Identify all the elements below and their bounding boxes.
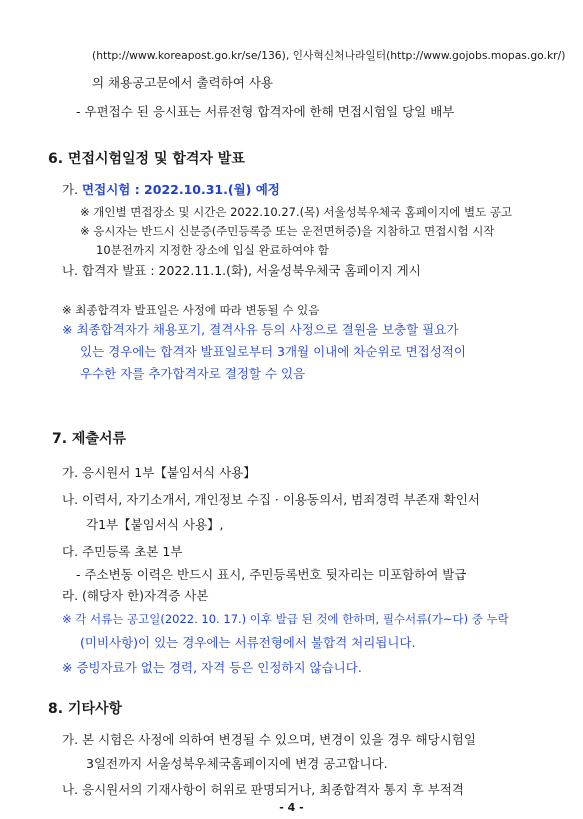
page-number: - 4 - xyxy=(279,801,304,814)
section-7-heading: 7. 제출서류 xyxy=(52,431,127,447)
s7-note-1b: (미비사항)이 있는 경우에는 서류전형에서 불합격 처리됩니다. xyxy=(80,635,416,650)
s6-note-4b: 있는 경우에는 합격자 발표일로부터 3개월 이내에 차순위로 면접성적이 xyxy=(80,344,466,359)
interview-date: 면접시험 : 2022.10.31.(월) 예정 xyxy=(82,182,280,197)
prev-line-3: - 우편접수 된 응시표는 서류전형 합격자에 한해 면접시험일 당일 배부 xyxy=(76,104,455,119)
prev-line-2: 의 채용공고문에서 출력하여 사용 xyxy=(92,75,273,90)
s7-note-2: ※ 증빙자료가 없는 경력, 자격 등은 인정하지 않습니다. xyxy=(62,660,362,675)
s6-note-2a: ※ 응시자는 반드시 신분증(주민등록증 또는 운전면허증)을 지참하고 면접시험 시작 xyxy=(80,224,495,238)
s6-item-a xyxy=(62,181,280,199)
s6-note-4c: 우수한 자를 추가합격자로 결정할 수 있음 xyxy=(80,366,306,381)
s7-item-b2: 각1부【붙임서식 사용】, xyxy=(86,517,224,532)
s8-item-a2: 3일전까지 서울성북우체국홈페이지에 변경 공고합니다. xyxy=(86,756,388,771)
s8-item-b1: 나. 응시원서의 기재사항이 허위로 판명되거나, 최종합격자 통지 후 부적격 xyxy=(62,782,464,797)
s6-item-a-prefix: 가. xyxy=(62,182,79,197)
s7-item-b1: 나. 이력서, 자기소개서, 개인정보 수집 · 이용동의서, 범죄경력 부존재 확인서 xyxy=(62,492,480,507)
s7-item-c-note: - 주소변동 이력은 반드시 표시, 주민등록번호 뒷자리는 미포함하여 발급 xyxy=(76,567,467,582)
s6-note-4a: ※ 최종합격자가 채용포기, 결격사유 등의 사정으로 결원을 보충할 필요가 xyxy=(62,322,459,337)
section-6-heading: 6. 면접시험일정 및 합격자 발표 xyxy=(48,151,245,167)
s6-note-1: ※ 개인별 면접장소 및 시간은 2022.10.27.(목) 서울성북우체국 홈페이지에 별도 공고 xyxy=(80,205,513,219)
s7-item-c: 다. 주민등록 초본 1부 xyxy=(62,544,183,559)
s7-item-d: 라. (해당자 한)자격증 사본 xyxy=(62,588,209,603)
s7-item-a: 가. 응시원서 1부【붙임서식 사용】 xyxy=(62,465,256,480)
s6-note-3: ※ 최종합격자 발표일은 사정에 따라 변동될 수 있음 xyxy=(62,303,320,317)
s7-note-1a: ※ 각 서류는 공고일(2022. 10. 17.) 이후 발급 된 것에 한하며, 필수서류(가~다) 중 누락 xyxy=(62,612,509,626)
s8-item-a1: 가. 본 시험은 사정에 의하여 변경될 수 있으며, 변경이 있을 경우 해당시험일 xyxy=(62,732,476,747)
s6-note-2b: 10분전까지 지정한 장소에 입실 완료하여야 함 xyxy=(96,243,329,257)
prev-line-1: (http://www.koreapost.go.kr/se/136), 인사혁신처나라일터(http://www.gojobs.mopas.go.kr/) xyxy=(92,49,566,62)
section-8-heading: 8. 기타사항 xyxy=(48,701,123,717)
s6-item-b: 나. 합격자 발표 : 2022.11.1.(화), 서울성북우체국 홈페이지 게시 xyxy=(62,263,421,278)
